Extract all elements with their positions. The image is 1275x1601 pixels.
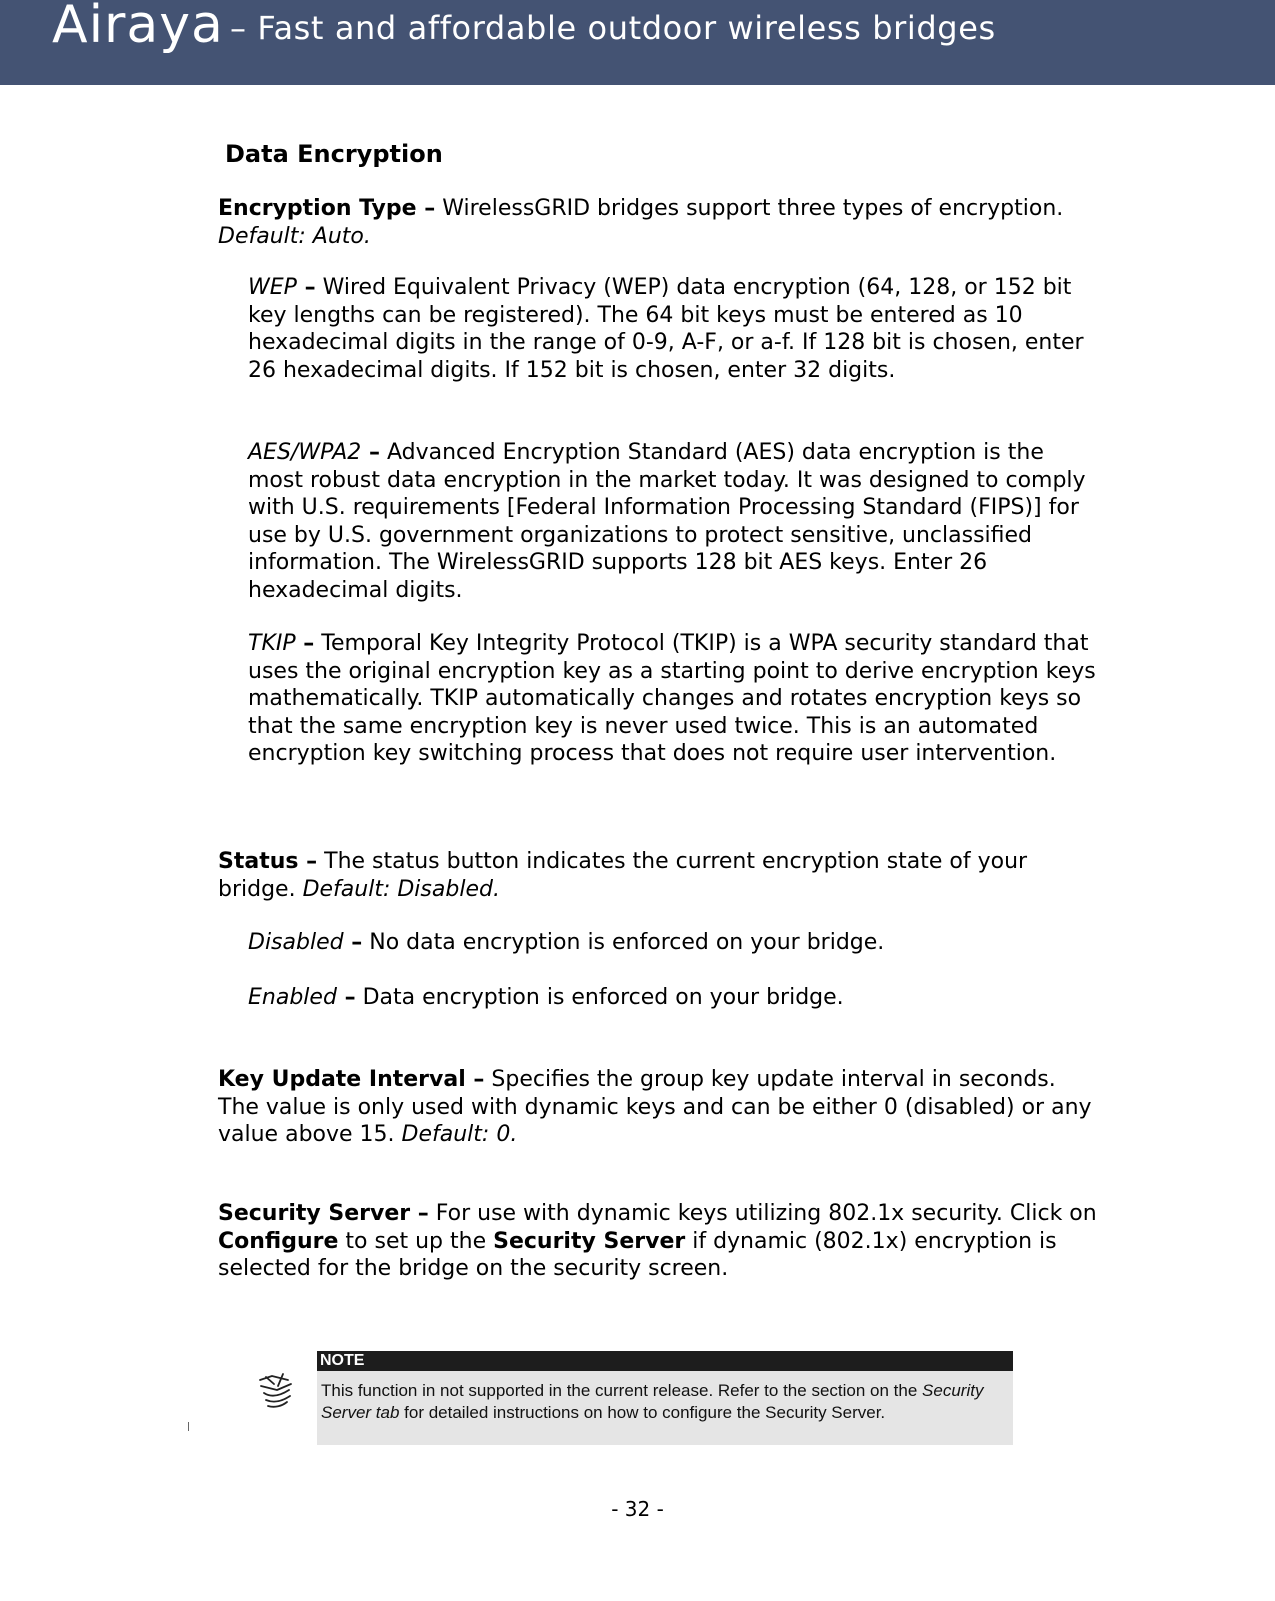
tkip-paragraph [248, 630, 1098, 768]
security-server-paragraph [218, 1200, 1098, 1283]
security-server-term: Security Server – [218, 1201, 429, 1226]
note-label: NOTE [317, 1351, 1013, 1371]
tkip-dash: – [295, 631, 315, 656]
key-update-term: Key Update Interval – [218, 1067, 485, 1092]
disabled-paragraph [248, 929, 1098, 957]
enabled-paragraph [248, 984, 1098, 1012]
tkip-term: TKIP [248, 631, 296, 656]
security-server-text-2: to set up the [338, 1228, 494, 1254]
status-paragraph [218, 848, 1098, 903]
enabled-dash: – [336, 985, 356, 1010]
note-tab-name: Security Server tab [321, 1381, 984, 1422]
encryption-type-text: WirelessGRID bridges support three types of encryption. [435, 196, 1064, 221]
key-update-paragraph [218, 1066, 1098, 1149]
page-number: - 32 - [611, 1497, 664, 1521]
brand-name: Airaya [52, 0, 224, 55]
aes-dash: – [361, 440, 380, 465]
section-title: Data Encryption [225, 140, 443, 168]
aes-term: AES/WPA2 [248, 440, 362, 465]
status-term: Status – [218, 849, 318, 874]
wep-term: WEP [248, 275, 297, 300]
note-text [317, 1371, 1013, 1423]
disabled-text: No data encryption is enforced on your bridge. [362, 930, 885, 955]
note-text-1: This function in not supported in the current release. Refer to the section on the [321, 1381, 923, 1400]
encryption-type-paragraph [218, 195, 1098, 250]
wep-dash: – [296, 275, 316, 300]
header-tagline: – Fast and affordable outdoor wireless bridges [230, 9, 996, 47]
key-update-text: Specifies the group key update interval in seconds. The value is only used with dynamic keys and can be either 0 (disabled) or any value above 15. [218, 1067, 1092, 1147]
wep-text: Wired Equivalent Privacy (WEP) data encryption (64, 128, or 152 bit key lengths can be registered). The 64 bit keys must be entered as 10 hexadecimal digits in the range of 0-9, A-F, or a-f. If 128 bit is chosen, enter 26 hexadecimal digits. If 152 bit is chosen, enter 32 digits. [248, 275, 1084, 383]
wep-paragraph [248, 274, 1098, 384]
hand-pen-icon [256, 1370, 298, 1412]
security-server-text-1: For use with dynamic keys utilizing 802.1x security. Click on [428, 1201, 1097, 1226]
disabled-term: Disabled [248, 930, 344, 955]
configure-label: Configure [218, 1228, 339, 1254]
encryption-type-term: Encryption Type – [218, 196, 436, 221]
enabled-text: Data encryption is enforced on your bridge. [355, 985, 844, 1010]
enabled-term: Enabled [248, 985, 337, 1010]
note-box [317, 1351, 1013, 1445]
status-default: Default: Disabled. [302, 876, 500, 902]
note-text-2: for detailed instructions on how to configure the Security Server. [399, 1402, 886, 1422]
status-text: The status button indicates the current encryption state of your bridge. [218, 849, 1028, 902]
encryption-type-default: Default: Auto. [218, 223, 371, 249]
key-update-default: Default: 0. [401, 1122, 518, 1147]
page-header [0, 0, 1275, 85]
margin-mark [188, 1422, 189, 1431]
security-server-label: Security Server [493, 1228, 686, 1254]
disabled-dash: – [343, 930, 363, 955]
tkip-text: Temporal Key Integrity Protocol (TKIP) is a WPA security standard that uses the original encryption key as a starting point to derive encryption keys mathematically. TKIP automatically changes and rotates encryption keys so that the same encryption key is never used twice. This is an automated encryption key switching process that does not require user intervention. [248, 631, 1096, 766]
aes-text: Advanced Encryption Standard (AES) data encryption is the most robust data encryption in the market today. It was designed to comply with U.S. requirements [Federal Information Processing Standard (FIPS)] for use by U.S. government organizations to protect sensitive, unclassified information. The WirelessGRID supports 128 bit AES keys. Enter 26 hexadecimal digits. [248, 440, 1086, 603]
aes-paragraph [248, 439, 1098, 604]
security-server-text-3: if dynamic (802.1x) encryption is selected for the bridge on the security screen. [218, 1228, 1057, 1281]
